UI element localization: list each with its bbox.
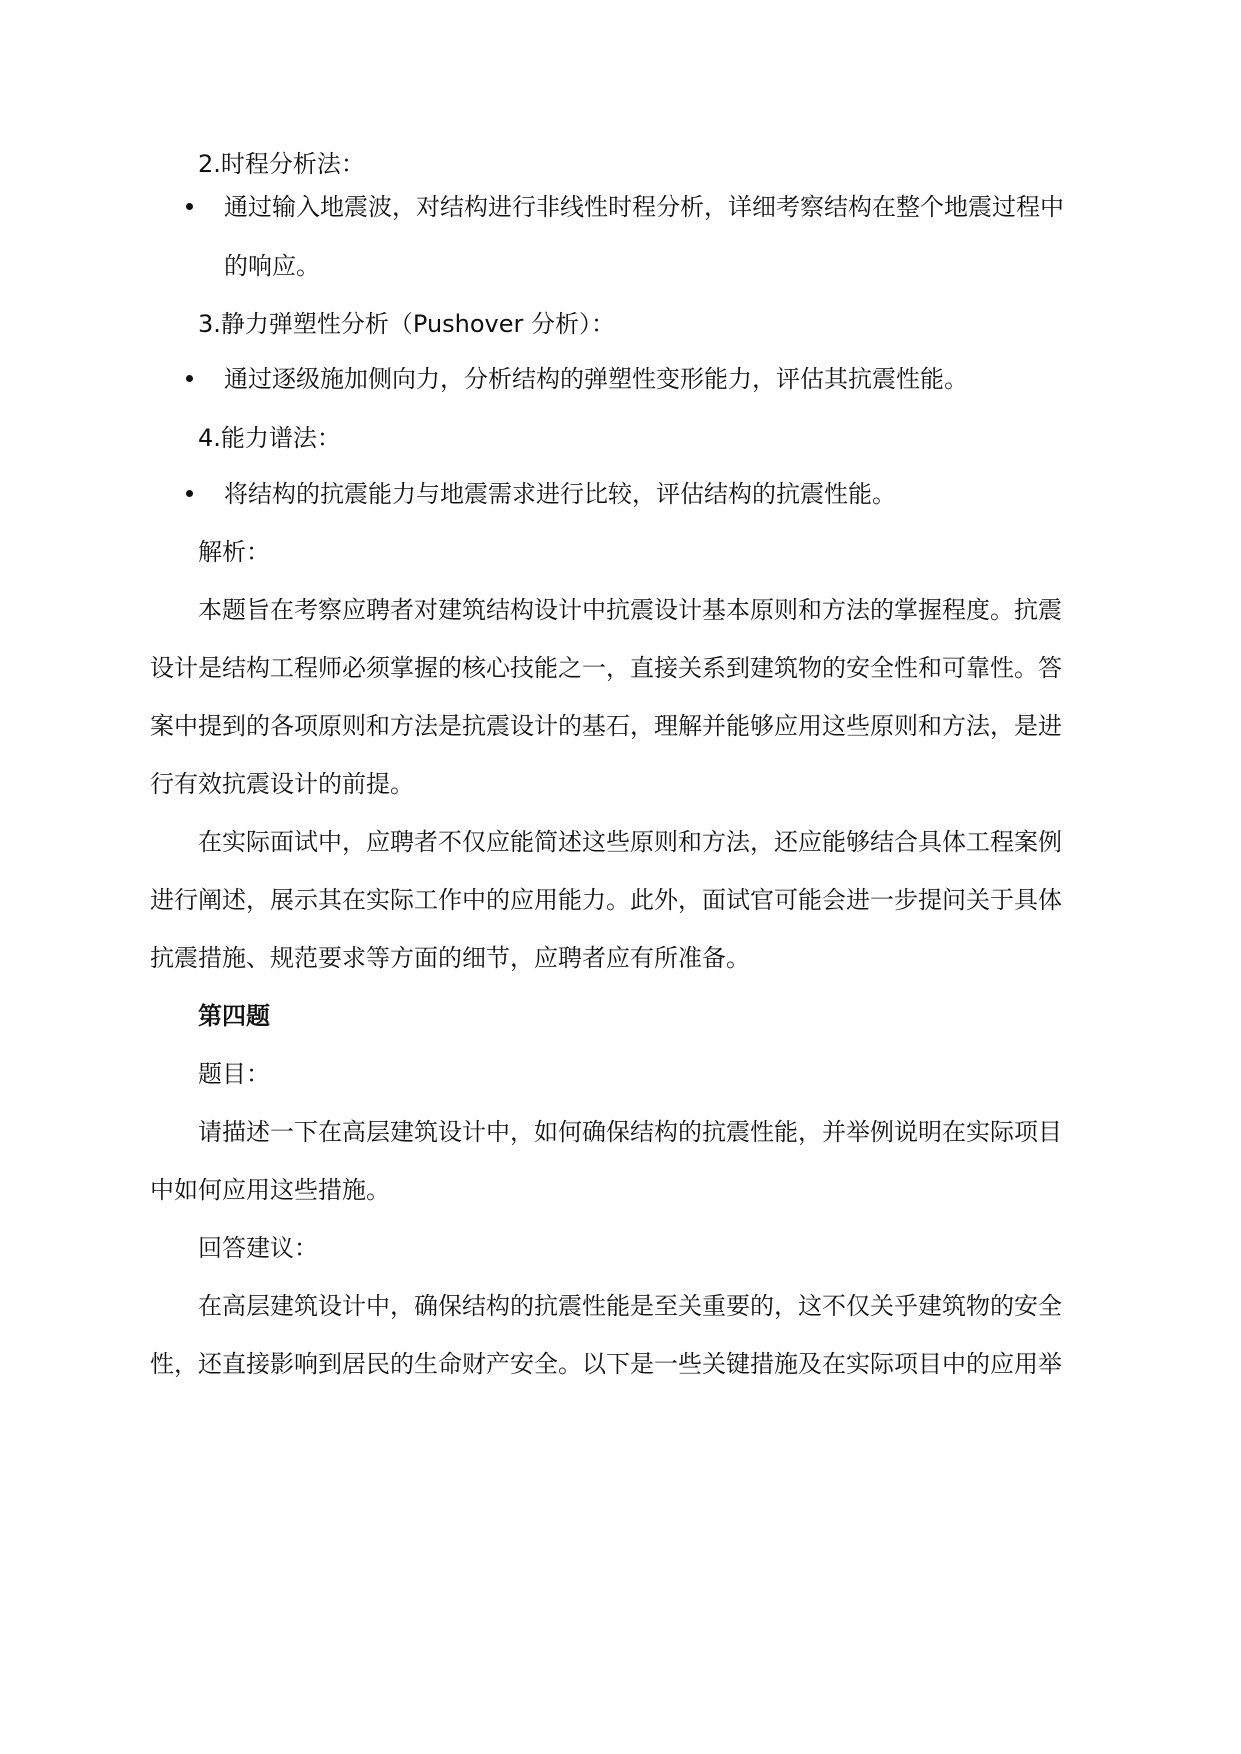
analysis-paragraph-1-line: 行有效抗震设计的前提。: [150, 770, 414, 798]
bullet-text-capacity-spectrum: 将结构的抗震能力与地震需求进行比较，评估结构的抗震性能。: [224, 480, 896, 508]
bullet-icon: [186, 490, 193, 497]
analysis-paragraph-1-line: 本题旨在考察应聘者对建筑结构设计中抗震设计基本原则和方法的掌握程度。抗震: [198, 596, 1062, 624]
bullet-icon: [186, 375, 193, 382]
bullet-text-time-history-2: 的响应。: [224, 252, 320, 280]
analysis-label: 解析：: [198, 538, 270, 566]
analysis-paragraph-2-line: 抗震措施、规范要求等方面的细节，应聘者应有所准备。: [150, 944, 750, 972]
bullet-text-time-history-1: 通过输入地震波，对结构进行非线性时程分析，详细考察结构在整个地震过程中: [224, 193, 1064, 221]
question-text-line: 中如何应用这些措施。: [150, 1176, 390, 1204]
bullet-icon: [186, 203, 193, 210]
answer-paragraph-line: 在高层建筑设计中，确保结构的抗震性能是至关重要的，这不仅关乎建筑物的安全: [198, 1292, 1062, 1320]
question-label: 题目：: [198, 1060, 270, 1088]
analysis-paragraph-2-line: 进行阐述，展示其在实际工作中的应用能力。此外，面试官可能会进一步提问关于具体: [150, 886, 1062, 914]
analysis-paragraph-1-line: 案中提到的各项原则和方法是抗震设计的基石，理解并能够应用这些原则和方法，是进: [150, 712, 1062, 740]
analysis-paragraph-2-line: 在实际面试中，应聘者不仅应能简述这些原则和方法，还应能够结合具体工程案例: [198, 828, 1062, 856]
section-heading-capacity-spectrum: 4.能力谱法：: [198, 424, 341, 452]
analysis-paragraph-1-line: 设计是结构工程师必须掌握的核心技能之一，直接关系到建筑物的安全性和可靠性。答: [150, 654, 1062, 682]
section-heading-time-history: 2.时程分析法：: [198, 150, 365, 178]
bullet-text-pushover: 通过逐级施加侧向力，分析结构的弹塑性变形能力，评估其抗震性能。: [224, 365, 968, 393]
answer-paragraph-line: 性，还直接影响到居民的生命财产安全。以下是一些关键措施及在实际项目中的应用举: [150, 1350, 1062, 1378]
section-heading-pushover: 3.静力弹塑性分析（Pushover 分析）：: [198, 310, 616, 338]
question-text-line: 请描述一下在高层建筑设计中，如何确保结构的抗震性能，并举例说明在实际项目: [198, 1118, 1062, 1146]
question-title: 第四题: [198, 1002, 270, 1030]
answer-label: 回答建议：: [198, 1234, 318, 1262]
